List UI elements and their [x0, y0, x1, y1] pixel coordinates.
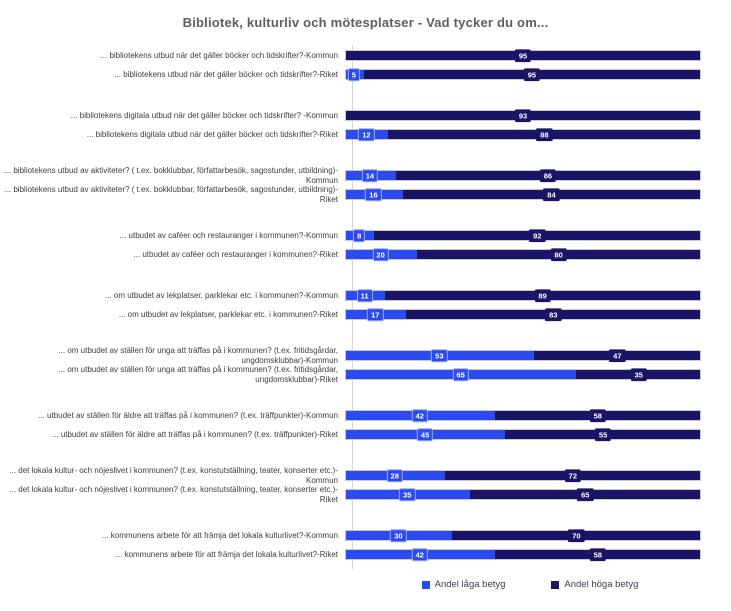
stacked-bar [345, 230, 701, 241]
stacked-bar [345, 429, 701, 440]
bar-track [345, 46, 701, 65]
legend-label-high: Andel höga betyg [564, 579, 639, 590]
stacked-bar [345, 290, 701, 301]
value-label-high: 93 [515, 109, 531, 123]
chart-row [0, 125, 731, 144]
bar-track [345, 526, 701, 545]
chart-title: Bibliotek, kulturliv och mötesplatser - Vad tycker du om... [182, 15, 549, 30]
bar-track [345, 226, 701, 245]
legend-swatch-low [422, 581, 430, 589]
bar-track [345, 286, 701, 305]
value-label-high: 95 [524, 68, 540, 82]
value-label-high: 88 [536, 128, 552, 142]
category-label: ... det lokala kultur- och nöjeslivet i kommunen? (t.ex. konstutställning, teater, konserter etc.)-Kommun [9, 465, 338, 485]
chart-row [0, 245, 731, 264]
bar-group [0, 406, 731, 444]
value-label-low: 11 [357, 289, 373, 303]
legend-label-low: Andel låga betyg [434, 579, 506, 590]
stacked-bar [345, 129, 701, 140]
bar-track [345, 185, 701, 204]
stacked-bar [345, 369, 701, 380]
bar-track [345, 406, 701, 425]
bar-track [345, 125, 701, 144]
value-label-high: 55 [595, 428, 611, 442]
value-label-low: 14 [362, 169, 378, 183]
category-label: ... bibliotekens digitala utbud när det gäller böcker och tidskrifter?-Riket [86, 129, 338, 139]
value-label-high: 84 [543, 188, 559, 202]
stacked-bar [345, 350, 701, 361]
stacked-bar [345, 189, 701, 200]
bar-group [0, 166, 731, 204]
value-label-low: 35 [399, 488, 415, 502]
value-label-high: 58 [590, 548, 606, 562]
value-label-high: 86 [540, 169, 556, 183]
value-label-high: 83 [545, 308, 561, 322]
category-label: ... om utbudet av lekplatser, parklekar etc. i kommunen?-Kommun [105, 290, 338, 300]
stacked-bar [345, 249, 701, 260]
category-label: ... kommunens arbete för att främja det lokala kulturlivet?-Riket [115, 549, 338, 559]
stacked-bar [345, 410, 701, 421]
value-label-low: 30 [390, 529, 406, 543]
chart [0, 46, 731, 586]
category-label: ... bibliotekens utbud när det gäller böcker och tidskrifter?-Riket [114, 69, 338, 79]
bar-track [345, 106, 701, 125]
bar-group [0, 466, 731, 504]
category-label: ... bibliotekens utbud av aktiviteter? ( t.ex. bokklubbar, författarbesök, sagostunder, utbildning)-Kommun [4, 165, 338, 185]
value-label-high: 65 [577, 488, 593, 502]
bar-track [345, 466, 701, 485]
chart-row [0, 106, 731, 125]
value-label-high: 72 [565, 469, 581, 483]
bar-track [345, 545, 701, 564]
chart-row [0, 466, 731, 485]
bar-track [345, 485, 701, 504]
category-label: ... bibliotekens digitala utbud när det gäller böcker och tidskrifter? -Kommun [70, 110, 338, 120]
chart-row [0, 425, 731, 444]
chart-row [0, 406, 731, 425]
chart-row [0, 185, 731, 204]
value-label-low: 28 [387, 469, 403, 483]
chart-row [0, 286, 731, 305]
value-label-high: 70 [568, 529, 584, 543]
chart-row [0, 485, 731, 504]
bar-track [345, 65, 701, 84]
chart-row [0, 166, 731, 185]
value-label-high: 47 [609, 349, 625, 363]
value-label-low: 12 [358, 128, 374, 142]
chart-row [0, 346, 731, 365]
value-label-low: 8 [353, 229, 365, 243]
bar-group [0, 286, 731, 324]
category-label: ... utbudet av caféer och restauranger i kommunen?-Riket [133, 249, 338, 259]
value-label-low: 42 [412, 409, 428, 423]
chart-row [0, 65, 731, 84]
chart-row [0, 46, 731, 65]
value-label-low: 42 [412, 548, 428, 562]
value-label-low: 20 [372, 248, 388, 262]
legend-item-low[interactable] [422, 579, 506, 590]
bar-group [0, 346, 731, 384]
bar-group [0, 46, 731, 84]
stacked-bar [345, 549, 701, 560]
bar-track [345, 166, 701, 185]
chart-row [0, 226, 731, 245]
value-label-high: 89 [534, 289, 550, 303]
chart-row [0, 305, 731, 324]
category-label: ... utbudet av caféer och restauranger i kommunen?-Kommun [119, 230, 338, 240]
category-label: ... bibliotekens utbud när det gäller böcker och tidskrifter?-Kommun [100, 50, 338, 60]
category-label: ... om utbudet av lekplatser, parklekar etc. i kommunen?-Riket [118, 309, 338, 319]
category-label: ... utbudet av ställen för äldre att träffas på i kommunen? (t.ex. träffpunkter)-Kommun [38, 410, 338, 420]
chart-row [0, 365, 731, 384]
value-label-low: 5 [348, 68, 360, 82]
legend-swatch-high [551, 581, 559, 589]
chart-row [0, 545, 731, 564]
category-label: ... om utbudet av ställen för unga att träffas på i kommunen? (t.ex. fritidsgårdar, ungdomsklubbar)-Kommun [58, 345, 338, 365]
bar-track [345, 245, 701, 264]
category-label: ... det lokala kultur- och nöjeslivet i kommunen? (t.ex. konstutställning, teater, konserter etc.)-Riket [9, 484, 338, 504]
category-label: ... utbudet av ställen för äldre att träffas på i kommunen? (t.ex. träffpunkter)-Riket [51, 429, 338, 439]
value-label-high: 95 [515, 49, 531, 63]
category-label: ... om utbudet av ställen för unga att träffas på i kommunen? (t.ex. fritidsgårdar, ungdomsklubbar)-Riket [58, 364, 338, 384]
stacked-bar [345, 309, 701, 320]
category-label: ... kommunens arbete för att främja det lokala kulturlivet?-Kommun [101, 530, 338, 540]
bar-track [345, 425, 701, 444]
value-label-high: 92 [529, 229, 545, 243]
legend [352, 579, 708, 590]
chart-row [0, 526, 731, 545]
bar-group [0, 226, 731, 264]
chart-groups [0, 46, 731, 564]
value-label-low: 16 [365, 188, 381, 202]
bar-group [0, 106, 731, 144]
value-label-high: 35 [631, 368, 647, 382]
bar-group [0, 526, 731, 564]
value-label-low: 53 [431, 349, 447, 363]
legend-item-high[interactable] [551, 579, 638, 590]
value-label-high: 80 [550, 248, 566, 262]
category-label: ... bibliotekens utbud av aktiviteter? ( t.ex. bokklubbar, författarbesök, sagostunder, utbildning)-Riket [4, 184, 338, 204]
value-label-high: 58 [590, 409, 606, 423]
bar-track [345, 365, 701, 384]
bar-track [345, 305, 701, 324]
stacked-bar [345, 170, 701, 181]
value-label-low: 45 [417, 428, 433, 442]
value-label-low: 17 [367, 308, 383, 322]
value-label-low: 65 [453, 368, 469, 382]
bar-track [345, 346, 701, 365]
